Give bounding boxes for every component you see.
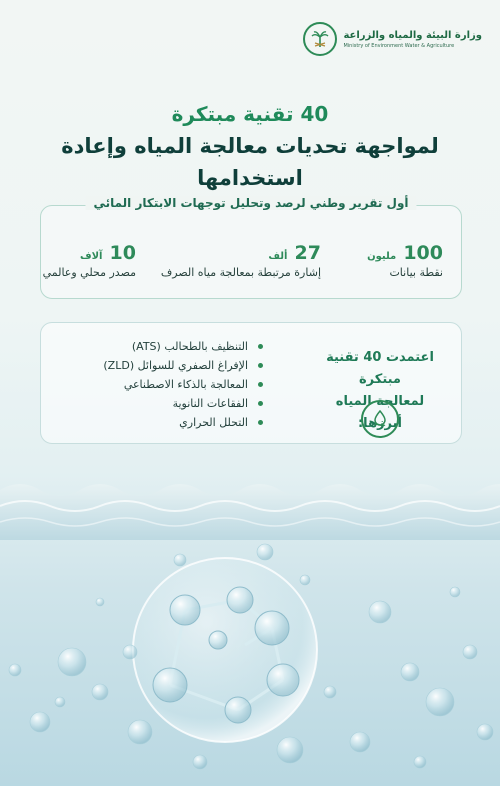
- headline: [20, 100, 480, 194]
- stat-number: 100: [403, 242, 443, 264]
- water-molecule-illustration: [0, 470, 500, 786]
- stat-label: نقطة بيانات: [389, 266, 443, 279]
- stat-unit: ألف: [268, 251, 288, 262]
- stat-label: مصدر محلي وعالمي: [42, 266, 136, 279]
- technologies-heading-line1: اعتمدت 40 تقنية مبتكرة: [326, 350, 434, 387]
- stat-number: 27: [294, 242, 321, 264]
- logo-name-ar: وزارة البيئة والمياه والزراعة: [343, 29, 482, 41]
- technology-label: الإفراغ الصفري للسوائل (ZLD): [103, 359, 248, 372]
- technology-label: المعالجة بالذكاء الاصطناعي: [123, 378, 248, 391]
- list-item: [103, 337, 261, 356]
- list-item: [103, 375, 261, 394]
- bullet-icon: [258, 363, 263, 368]
- headline-subtitle: لمواجهة تحديات معالجة المياه وإعادة استخدامها: [61, 134, 439, 190]
- bullet-icon: [258, 420, 263, 425]
- technology-label: التحلل الحراري: [179, 416, 248, 429]
- logo-text: [343, 29, 482, 50]
- list-item: [103, 413, 261, 432]
- technologies-card: [40, 322, 462, 444]
- stat-number: 10: [109, 242, 136, 264]
- technology-label: الفقاعات النانوية: [172, 397, 248, 410]
- bullet-icon: [258, 344, 263, 349]
- list-item: [103, 356, 261, 375]
- bullet-icon: [258, 401, 263, 406]
- stat-signals: [161, 242, 321, 279]
- stats-card: [40, 196, 462, 299]
- headline-title: 40 تقنية مبتكرة: [171, 102, 329, 126]
- palm-emblem-icon: [303, 22, 337, 56]
- water-drop-icon: [361, 400, 399, 438]
- bullet-icon: [258, 382, 263, 387]
- logo-name-en: Ministry of Environment Water & Agriculture: [343, 42, 455, 49]
- stat-unit: آلاف: [79, 251, 103, 262]
- ministry-logo: [303, 22, 482, 56]
- stats-card-title: أول تقرير وطني لرصد وتحليل توجهات الابتكار المائي: [85, 196, 416, 210]
- stat-label: إشارة مرتبطة بمعالجة مياه الصرف: [160, 266, 321, 279]
- stat-sources: [43, 242, 136, 279]
- stat-data-points: [367, 242, 443, 279]
- stat-unit: مليون: [367, 251, 397, 262]
- technology-label: التنظيف بالطحالب (ATS): [131, 340, 248, 353]
- technologies-list: [103, 337, 261, 432]
- list-item: [103, 394, 261, 413]
- technologies-heading-line2: لمعالجة المياه أبرزها:: [335, 394, 425, 431]
